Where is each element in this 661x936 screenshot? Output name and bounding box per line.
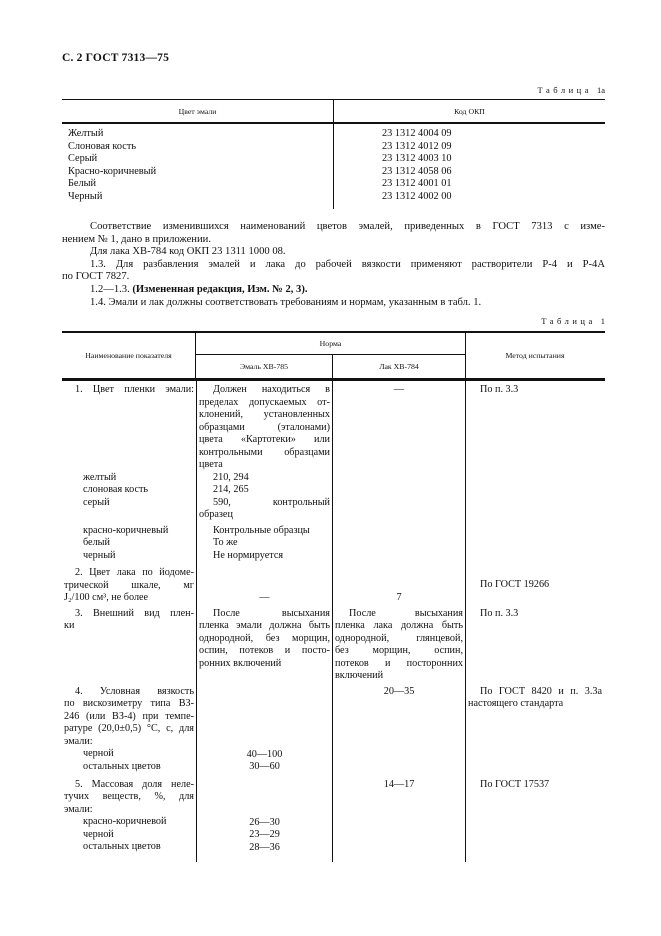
text-line: 210, 294 xyxy=(213,471,249,483)
test-method xyxy=(468,686,602,711)
text-line: пределах допускаемых от- xyxy=(199,396,330,408)
page-header: С. 2 ГОСТ 7313—75 xyxy=(62,52,170,64)
indicator-name xyxy=(64,608,194,633)
color-spec-row xyxy=(62,537,605,550)
color-name: Красно-коричневый xyxy=(68,165,157,177)
spec-row-film-color xyxy=(62,381,605,472)
indicator-name xyxy=(64,779,194,817)
color-name: Желтый xyxy=(68,128,104,139)
enamel-norm: 40—100 xyxy=(246,748,283,760)
color-spec-row xyxy=(62,522,605,538)
text-line: оспин, потеков и посто- xyxy=(199,645,330,657)
color-name: красно-коричневый xyxy=(83,524,169,536)
table1a-caption xyxy=(62,85,605,95)
color-name: Белый xyxy=(68,178,97,189)
color-name: черный xyxy=(83,549,116,561)
lacquer-norm: 20—35 xyxy=(383,685,415,697)
body-text xyxy=(62,221,605,309)
spacer-row xyxy=(62,203,605,209)
amended-edition-note: (Измененная редакция, Изм. № 2, 3). xyxy=(132,283,308,295)
text-line: 4. Условная вязкость xyxy=(75,685,194,697)
text-line: По п. 3.3 xyxy=(480,607,519,619)
color-name: белый xyxy=(83,537,110,549)
table1-caption xyxy=(62,316,605,326)
text-line: 5. Массовая доля неле- xyxy=(75,778,194,790)
paragraph xyxy=(62,221,605,246)
text-line: По п. 3.3 xyxy=(480,384,519,396)
table1-caption-word: Таблица xyxy=(541,316,596,327)
spec-table-body xyxy=(62,381,605,862)
sub-indicator: черной xyxy=(83,828,114,840)
text-line: 3. Внешний вид плен- xyxy=(75,607,194,619)
spec-row-nonvolatile xyxy=(62,779,605,855)
text-line: однородной, без морщин, xyxy=(199,632,330,644)
text-line: Контрольные образцы xyxy=(213,524,310,536)
color-norm xyxy=(199,525,330,538)
text-line: То же xyxy=(213,537,238,549)
okp-code: 23 1312 4001 01 xyxy=(333,178,605,191)
text-line: клонений, установленных xyxy=(199,409,330,421)
color-name: слоновая кость xyxy=(83,484,149,496)
text-line: пленка лака должна быть xyxy=(335,620,463,632)
table-row xyxy=(62,153,605,166)
enamel-norm xyxy=(199,384,330,472)
test-method xyxy=(468,579,602,592)
column-header-enamel: Эмаль ХВ-785 xyxy=(239,362,289,372)
text-line: по ГОСТ 7827. xyxy=(62,271,130,283)
text-line: 1.4. Эмали и лак должны соответствовать требованиям и нормам, указанным в табл. 1. xyxy=(90,296,482,308)
text-line: После высыхания xyxy=(349,607,463,619)
color-code-table xyxy=(62,99,605,209)
enamel-norm: 26—30 xyxy=(249,816,280,828)
column-header-norm: Норма xyxy=(196,333,465,355)
text-line: По ГОСТ 8420 и п. 3.3а xyxy=(480,685,602,697)
text-line: тучих веществ, %, для xyxy=(64,791,194,803)
sub-indicator: красно-коричневой xyxy=(83,816,167,828)
table-row xyxy=(62,128,605,141)
spacer-row xyxy=(62,854,605,862)
sub-indicator: остальных цветов xyxy=(83,760,161,772)
text-line: 214, 265 xyxy=(213,484,249,496)
text-line: контрольными образцами xyxy=(199,446,330,458)
text-line: Не нормируется xyxy=(213,549,284,561)
test-method xyxy=(468,779,602,792)
text-line: Должен находиться в xyxy=(213,384,330,396)
lacquer-norm: 14—17 xyxy=(383,778,415,790)
paragraph xyxy=(62,259,605,284)
text-line: ронних включений xyxy=(199,657,282,669)
color-name: Черный xyxy=(68,190,103,202)
enamel-norm: 23—29 xyxy=(249,829,280,841)
text-line: нением № 1, дано в приложении. xyxy=(62,233,211,245)
spec-row-viscosity xyxy=(62,686,605,774)
text-line: По ГОСТ 19266 xyxy=(480,579,550,591)
text-line: Для лака ХВ-784 код ОКП 23 1311 1000 08. xyxy=(90,246,286,258)
color-name: серый xyxy=(83,496,110,508)
text-line: пленка эмали должна быть xyxy=(199,620,330,632)
color-norm xyxy=(199,550,330,563)
enamel-norm: — xyxy=(259,592,270,604)
indicator-name xyxy=(64,686,194,749)
paragraph xyxy=(62,297,605,310)
okp-code: 23 1312 4003 10 xyxy=(333,153,605,166)
text-line: 1.3. Для разбавления эмалей и лака до рабочей вязкости применяют растворители Р-4 и Р-4А xyxy=(90,258,605,270)
spec-row-appearance xyxy=(62,608,605,683)
color-spec-row xyxy=(62,550,605,563)
text-line: цвета «Картотеки» или xyxy=(199,434,330,446)
text-line: потеков и посторонних xyxy=(335,657,463,669)
text-line: По ГОСТ 17537 xyxy=(480,778,550,790)
column-header-indicator-name: Наименование показателя xyxy=(62,333,196,378)
table-row xyxy=(62,166,605,179)
color-name: желтый xyxy=(83,471,117,483)
color-norm xyxy=(199,484,330,497)
color-norm xyxy=(199,537,330,550)
okp-code: 23 1312 4058 06 xyxy=(333,166,605,179)
column-header-lacquer: Лак ХВ-784 xyxy=(332,355,465,378)
paragraph xyxy=(62,246,605,259)
text-line: После высыхания xyxy=(213,607,330,619)
spec-table-header xyxy=(62,331,605,381)
lacquer-norm xyxy=(335,608,463,683)
okp-code: 23 1312 4004 09 xyxy=(333,128,605,141)
color-norm xyxy=(199,472,330,485)
indicator-name xyxy=(64,384,194,397)
indicator-name xyxy=(64,567,194,605)
text-line: 590, контрольный xyxy=(213,496,330,508)
column-header-color: Цвет эмали xyxy=(178,106,217,116)
paragraph xyxy=(62,284,605,297)
color-spec-row xyxy=(62,497,605,522)
color-code-table-body xyxy=(62,124,605,209)
color-name: Серый xyxy=(68,153,98,164)
text-line: эмали: xyxy=(64,735,93,747)
test-method xyxy=(468,384,602,397)
color-spec-row xyxy=(62,472,605,485)
text-line: по вискозиметру типа ВЗ- xyxy=(64,698,194,710)
column-header-test-method: Метод испытания xyxy=(465,333,604,378)
enamel-norm: 30—60 xyxy=(249,761,280,773)
text-line: настоящего стандарта xyxy=(468,698,564,710)
text-line: трической шкале, мг xyxy=(64,579,194,591)
text-line: 2. Цвет лака по йодоме- xyxy=(75,567,194,579)
text-line: без морщин, оспин, xyxy=(335,645,463,657)
enamel-norm: 28—36 xyxy=(249,841,280,853)
text-line: однородной, глянцевой, xyxy=(335,632,463,644)
spec-table xyxy=(62,331,605,862)
color-code-table-header xyxy=(62,99,605,124)
table1-caption-number: 1 xyxy=(600,316,605,327)
text-line: образцами (эталонами) xyxy=(199,421,330,433)
text-line: ратуре (20,0±0,5) °С, с, для xyxy=(64,723,194,735)
table-row xyxy=(62,141,605,154)
okp-code: 23 1312 4002 00 xyxy=(333,191,605,204)
enamel-norm xyxy=(199,608,330,671)
text-line: ки xyxy=(64,620,75,632)
table-row xyxy=(62,191,605,204)
color-spec-row xyxy=(62,484,605,497)
text-line: 1. Цвет пленки эмали: xyxy=(75,384,194,396)
text-line: J₂/100 см³, не более xyxy=(64,592,149,604)
lacquer-norm: — xyxy=(393,384,405,396)
clause-number: 1.2—1.3. xyxy=(90,283,133,295)
sub-indicator: черной xyxy=(83,748,114,760)
text-line: включений xyxy=(335,670,384,682)
column-header-okp: Код ОКП xyxy=(333,100,605,122)
table1a-caption-word: Таблица xyxy=(537,85,592,95)
text-line: Соответствие изменившихся наименований цветов эмалей, приведенных в ГОСТ 7313 с изме- xyxy=(90,221,605,232)
table-row xyxy=(62,178,605,191)
text-line: 246 (или ВЗ-4) при темпе- xyxy=(64,710,194,722)
table1a-caption-number: 1а xyxy=(596,85,605,95)
okp-code: 23 1312 4012 09 xyxy=(333,141,605,154)
test-method xyxy=(468,608,602,621)
text-line: цвета xyxy=(199,459,223,471)
sub-indicator: остальных цветов xyxy=(83,841,161,853)
color-norm xyxy=(199,497,330,522)
color-name: Слоновая кость xyxy=(68,140,137,152)
text-line: образец xyxy=(199,509,233,521)
spec-row-lacquer-color xyxy=(62,567,605,605)
lacquer-norm: 7 xyxy=(396,592,402,604)
text-line: эмали: xyxy=(64,803,93,815)
